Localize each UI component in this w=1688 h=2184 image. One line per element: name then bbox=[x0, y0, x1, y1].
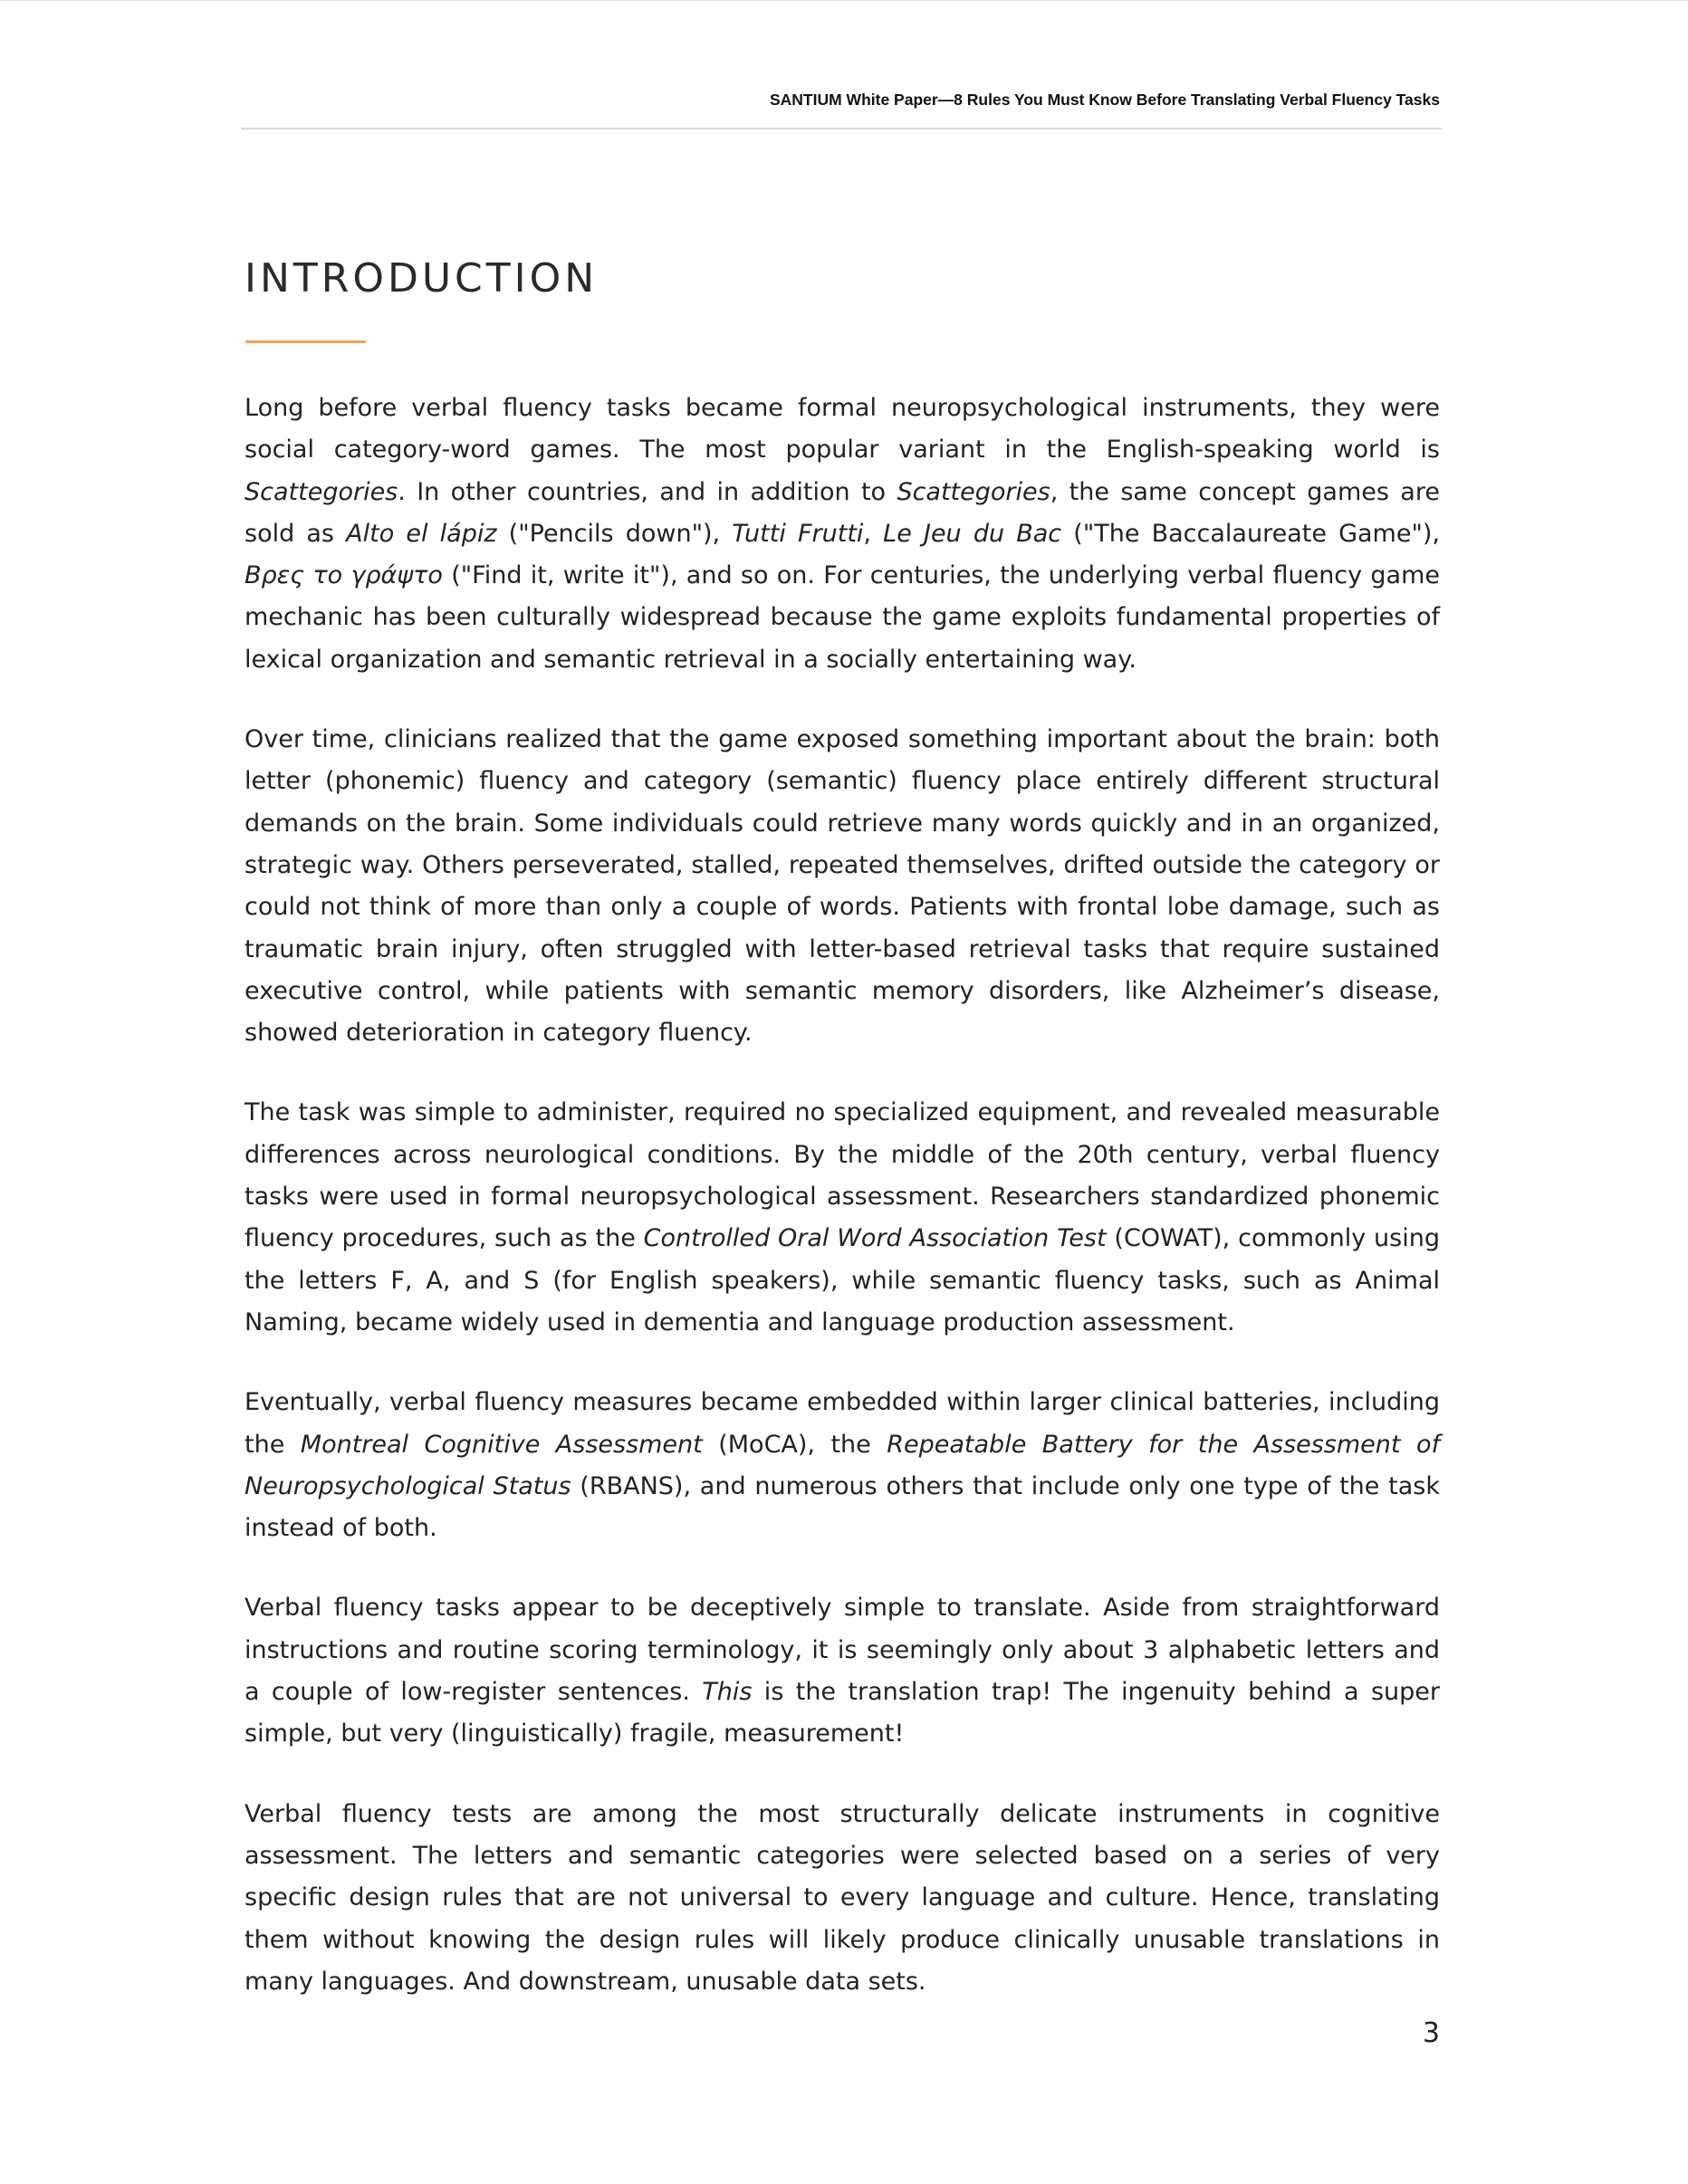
header-divider bbox=[241, 128, 1442, 129]
game-name-scattegories: Scattegories bbox=[897, 477, 1050, 506]
game-name-alto-el-lapiz: Alto el lápiz bbox=[346, 519, 497, 548]
paragraph-6: Verbal fluency tests are among the most structurally delicate instruments in cognitive assessment. The letters and semantic categories were selected based on a series of very specific design rules that are not universal to every language and culture. Hence, translating them without knowing the design rules will likely produce clinically unusable translations in many languages. And downstream, unusable data sets. bbox=[245, 1799, 1440, 1996]
paragraph-1: Long before verbal fluency tasks became formal neuropsychological instruments, they were social category-word games. The most popular variant in the English-speaking world is Scattegories. In other countries, and in addition to Scattegories, the same concept games are sold as Alto el lápiz ("Pencils down"), Tutti Frutti, Le Jeu du Bac ("The Baccalaureate Game"), Βρες το γράψτο ("Find it, write it"), and so on. For centuries, the underlying verbal fluency game mechanic has been culturally widespread because the game exploits fundamental properties of lexical organization and semantic retrieval in a socially entertaining way. bbox=[245, 394, 1441, 674]
running-header: SANTIUM White Paper—8 Rules You Must Know Before Translating Verbal Fluency Tasks bbox=[769, 91, 1440, 109]
game-name-greek: Βρες το γράψτο bbox=[245, 561, 443, 590]
page-number: 3 bbox=[1422, 2017, 1440, 2049]
paragraph-2: Over time, clinicians realized that the game exposed something important about the brain: both letter (phonemic) fluency and category (semantic) fluency place entirely different structural demands on the brain. Some individuals could retrieve many words quickly and in an organized, strategic way. Others perseverated, stalled, repeated themselves, drifted outside the category or could not think of more than only a couple of words. Patients with frontal lobe damage, such as traumatic brain injury, often struggled with letter-based retrieval tasks that require sustained executive control, while patients with semantic memory disorders, like Alzheimer’s disease, showed deterioration in category fluency. bbox=[245, 725, 1440, 1048]
section-title: INTRODUCTION bbox=[245, 255, 599, 302]
game-name-scattegories: Scattegories bbox=[245, 477, 398, 506]
test-name-moca: Montreal Cognitive Assessment bbox=[300, 1430, 703, 1459]
game-name-le-jeu-du-bac: Le Jeu du Bac bbox=[883, 519, 1062, 548]
test-name-rbans: Repeatable Battery for the Assessment of Neuropsychological Status bbox=[245, 1430, 1440, 1500]
test-name-cowat: Controlled Oral Word Association Test bbox=[643, 1224, 1107, 1253]
title-accent-rule bbox=[245, 340, 366, 343]
body-text bbox=[245, 388, 1440, 2003]
paragraph-5: Verbal fluency tasks appear to be deceptively simple to translate. Aside from straightforward instructions and routine scoring terminology, it is seemingly only about 3 alphabetic letters and a couple of low-register sentences. This is the translation trap! The ingenuity behind a super simple, but very (linguistically) fragile, measurement! bbox=[245, 1594, 1440, 1748]
page-top-edge bbox=[0, 0, 1688, 1]
paragraph-3: The task was simple to administer, required no specialized equipment, and revealed measurable differences across neurological conditions. By the middle of the 20th century, verbal fluency tasks were used in formal neuropsychological assessment. Researchers standardized phonemic fluency procedures, such as the Controlled Oral Word Association Test (COWAT), commonly using the letters F, A, and S (for English speakers), while semantic fluency tasks, such as Animal Naming, became widely used in dementia and language production assessment. bbox=[245, 1098, 1440, 1336]
emphasis-this: This bbox=[702, 1678, 753, 1707]
game-name-tutti-frutti: Tutti Frutti bbox=[732, 519, 864, 548]
paragraph-4: Eventually, verbal fluency measures became embedded within larger clinical batteries, including the Montreal Cognitive Assessment (MoCA), the Repeatable Battery for the Assessment of Neuropsychological Status (RBANS), and numerous others that include only one type of the task instead of both. bbox=[245, 1388, 1440, 1543]
